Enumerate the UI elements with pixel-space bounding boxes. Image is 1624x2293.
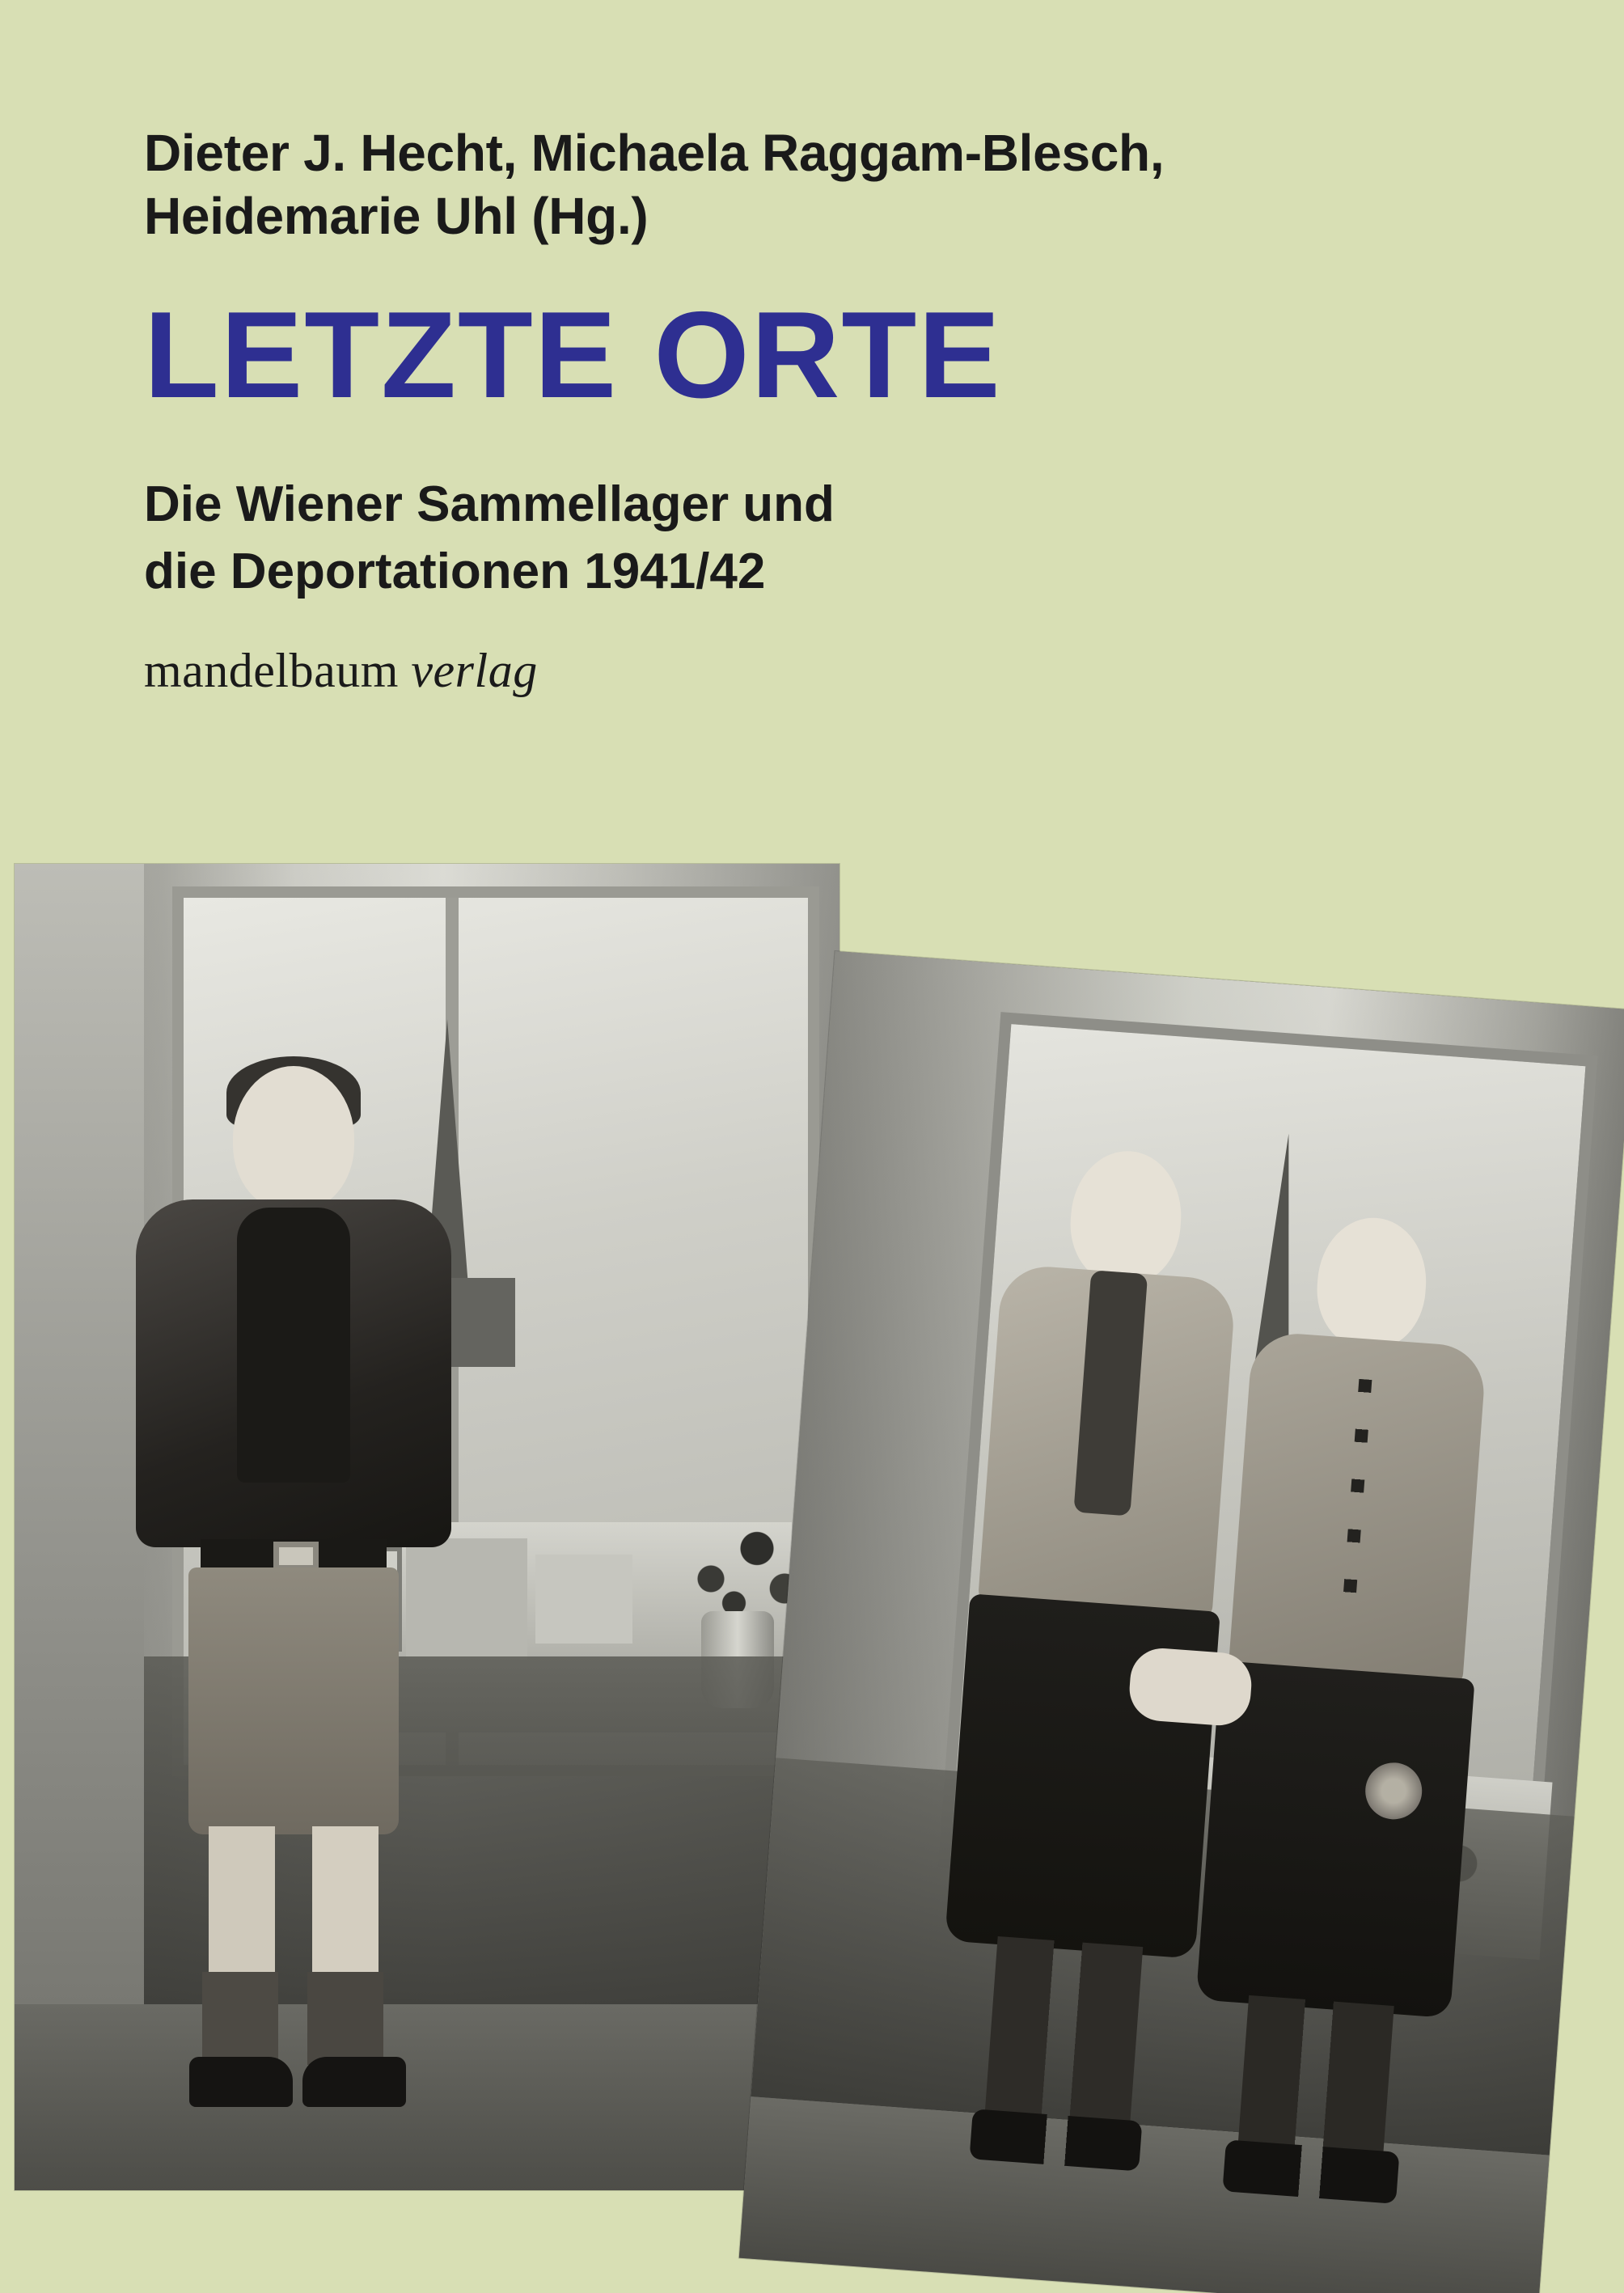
photo-boy-scene (15, 864, 839, 2190)
publisher-imprint (144, 643, 1357, 699)
boy-left-leg (209, 1826, 275, 1988)
publisher-suffix: verlag (411, 644, 538, 698)
boy-lederhosen (188, 1567, 399, 1834)
subtitle (144, 471, 1357, 606)
girl-right-head (1313, 1214, 1431, 1352)
boy-head (233, 1066, 354, 1212)
photo-girls-scene (739, 951, 1624, 2293)
publisher-name: mandelbaum (144, 644, 399, 698)
joined-hands (1127, 1646, 1254, 1728)
editors-line-2: Heidemarie Uhl (Hg.) (144, 187, 649, 246)
cover-text-block (144, 121, 1357, 699)
boy-sweater (237, 1208, 350, 1483)
girl-left-legs (984, 1936, 1143, 2133)
photo-boy (15, 864, 839, 2190)
boy-belt-buckle (273, 1542, 319, 1571)
boy-figure (112, 1066, 484, 2069)
editors (144, 121, 1357, 247)
boy-left-sock (202, 1972, 278, 2065)
boy-right-leg (312, 1826, 379, 1988)
editors-line-1: Dieter J. Hecht, Michaela Raggam-Blesch, (144, 124, 1165, 182)
boy-right-sock (307, 1972, 383, 2065)
girl-left-head (1066, 1147, 1186, 1288)
page-title: LETZTE ORTE (144, 286, 1002, 425)
boy-right-shoe (302, 2057, 406, 2107)
roof-building-3 (535, 1555, 632, 1644)
subtitle-line-1: Die Wiener Sammellager und (144, 476, 835, 532)
boy-left-shoe (189, 2057, 293, 2107)
photo-girls (739, 951, 1624, 2293)
subtitle-line-2: die Deportationen 1941/42 (144, 544, 766, 600)
